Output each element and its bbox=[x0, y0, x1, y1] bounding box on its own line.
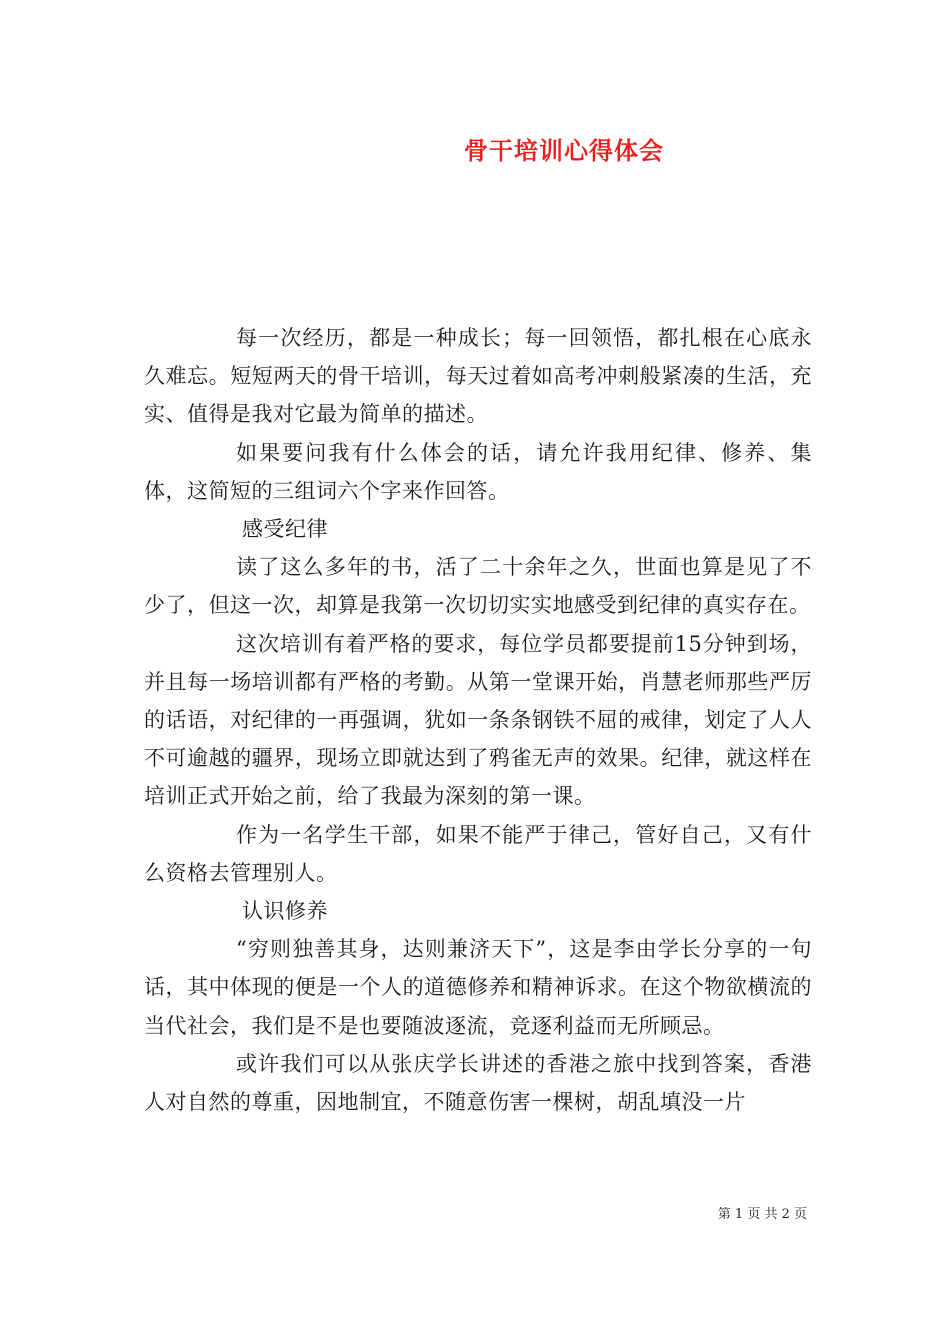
document-body bbox=[144, 319, 812, 1121]
paragraph: “穷则独善其身，达则兼济天下”，这是李由学长分享的一句话，其中体现的便是一个人的道德修养和精神诉求。在这个物欲横流的当代社会，我们是不是也要随波逐流，竞逐利益而无所顾忌。 bbox=[144, 937, 812, 1038]
paragraph: 读了这么多年的书，活了二十余年之久，世面也算是见了不少了，但这一次，却算是我第一次切切实实地感受到纪律的真实存在。 bbox=[144, 555, 812, 618]
paragraph: 或许我们可以从张庆学长讲述的香港之旅中找到答案，香港人对自然的尊重，因地制宜，不随意伤害一棵树，胡乱填没一片 bbox=[144, 1051, 812, 1115]
page-number: 第 1 页 共 2 页 bbox=[717, 1207, 807, 1222]
paragraph: 如果要问我有什么体会的话，请允许我用纪律、修养、集体，这简短的三组词六个字来作回答。 bbox=[144, 440, 812, 503]
section-heading: 感受纪律 bbox=[242, 517, 328, 542]
page-title: 骨干培训心得体会 bbox=[464, 136, 664, 165]
section-heading: 认识修养 bbox=[242, 899, 328, 924]
paragraph: 每一次经历，都是一种成长；每一回领悟，都扎根在心底永久难忘。短短两天的骨干培训，每天过着如高考冲刺般紧凑的生活，充实、值得是我对它最为简单的描述。 bbox=[144, 326, 812, 427]
paragraph: 这次培训有着严格的要求，每位学员都要提前15分钟到场，并且每一场培训都有严格的考勤。从第一堂课开始，肖慧老师那些严厉的话语，对纪律的一再强调，犹如一条条钢铁不屈的戒律，划定了人人不可逾越的疆界，现场立即就达到了鸦雀无声的效果。纪律，就这样在培训正式开始之前，给了我最为深刻的第一课。 bbox=[144, 631, 812, 809]
paragraph: 作为一名学生干部，如果不能严于律己，管好自己，又有什么资格去管理别人。 bbox=[144, 822, 812, 885]
